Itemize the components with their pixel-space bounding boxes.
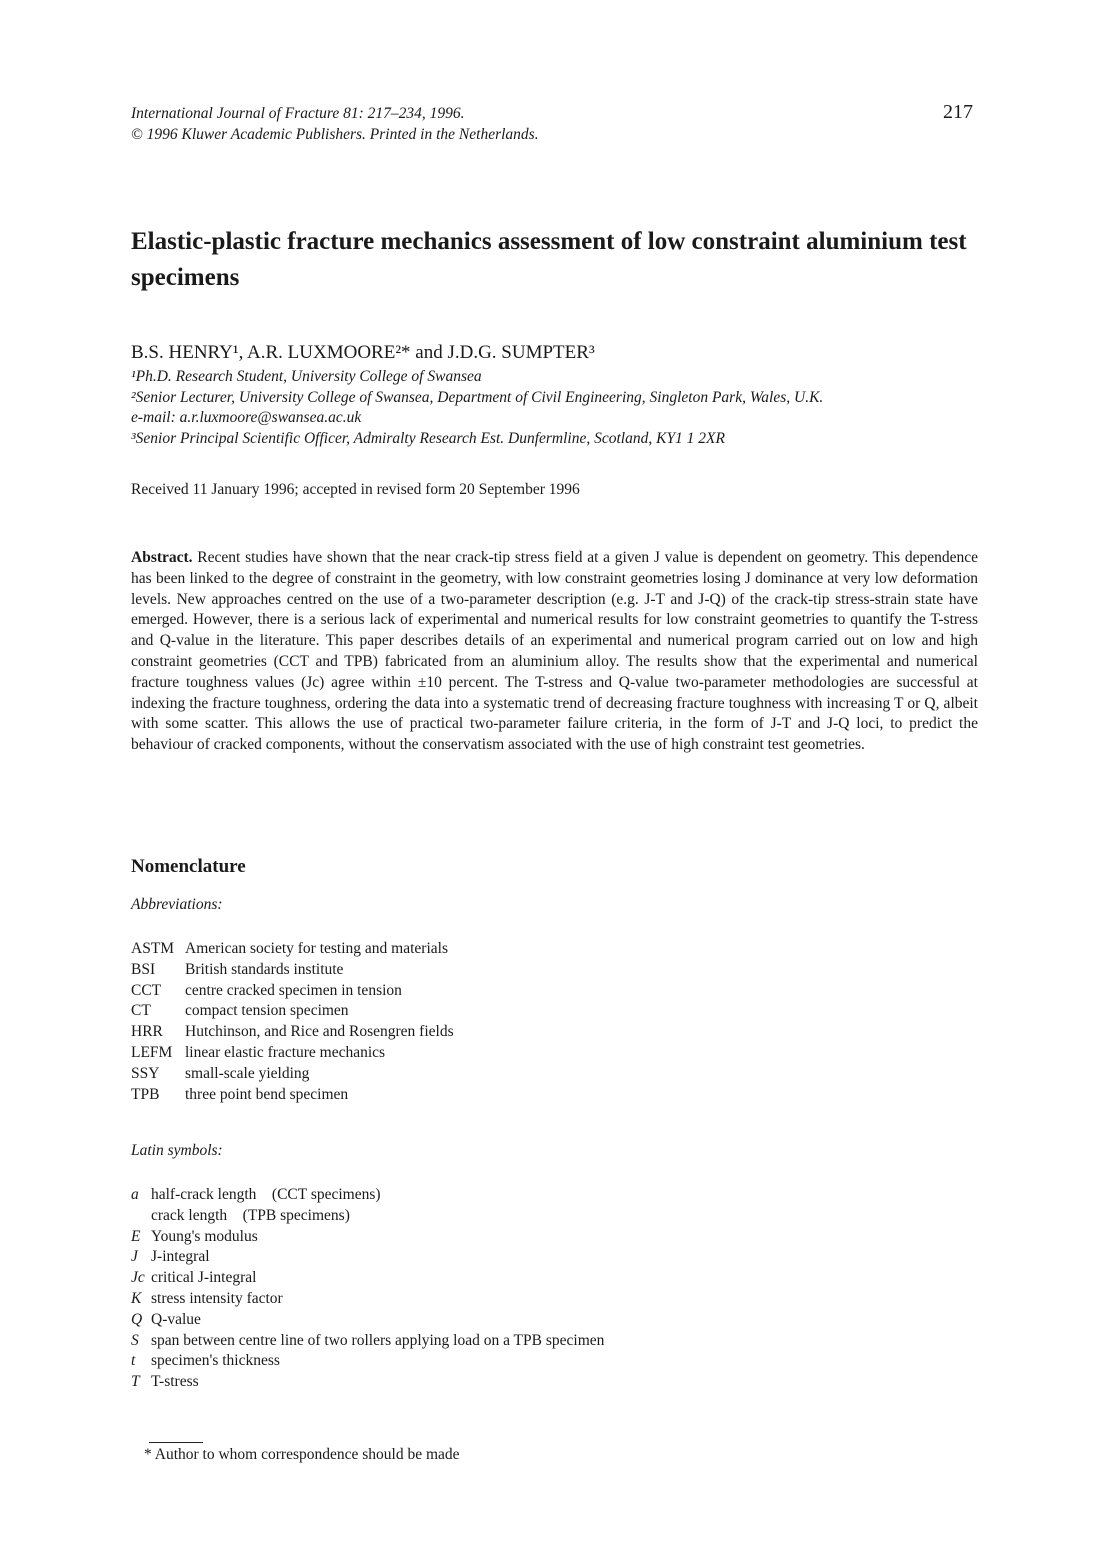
list-item	[131, 1043, 454, 1064]
list-item	[131, 1001, 454, 1022]
symbol-key: J	[131, 1248, 138, 1266]
abbr-desc: compact tension specimen	[185, 1002, 349, 1020]
symbol-key: Jc	[131, 1269, 145, 1287]
journal-header	[131, 103, 539, 145]
list-item	[131, 939, 454, 960]
list-item	[131, 1372, 604, 1393]
list-item	[131, 1227, 604, 1248]
abbreviations-list	[131, 939, 454, 1105]
latin-symbols-heading: Latin symbols:	[131, 1142, 223, 1159]
abbr-key: CCT	[131, 981, 162, 999]
journal-copyright: © 1996 Kluwer Academic Publishers. Printed in the Netherlands.	[131, 126, 539, 143]
list-item	[131, 1022, 454, 1043]
nomenclature-heading: Nomenclature	[131, 856, 246, 877]
abstract-label: Abstract.	[131, 549, 193, 566]
footnote: * Author to whom correspondence should be made	[144, 1446, 460, 1463]
list-item	[131, 1064, 454, 1085]
latin-symbols-list	[131, 1185, 604, 1393]
abbr-desc: British standards institute	[185, 960, 344, 978]
abstract-text: Recent studies have shown that the near crack-tip stress field at a given J value is dependent on geometry. This dependence has been linked to the degree of constraint in the geometry, with low constraint geometries losing J dominance at very low deformation levels. New approaches centred on the use of a two-parameter description (e.g. J-T and J-Q) of the crack-tip stress-strain state have emerged. However, there is a serious lack of experimental and numerical results for low constraint geometries to quantify the T-stress and Q-value in the literature. This paper describes details of an experimental and numerical program carried out on low and high constraint geometries (CCT and TPB) fabricated from an aluminium alloy. The results show that the experimental and numerical fracture toughness values (Jc) agree within ±10 percent. The T-stress and Q-value two-parameter methodologies are successful at indexing the fracture toughness, ordering the data into a systematic trend of decreasing fracture toughness with increasing T or Q, albeit with some scatter. This allows the use of practical two-parameter failure criteria, in the form of J-T and J-Q loci, to predict the behaviour of cracked components, without the conservatism associated with the use of high constraint test geometries.	[131, 549, 978, 754]
received-dates: Received 11 January 1996; accepted in revised form 20 September 1996	[131, 481, 580, 498]
list-item	[131, 1289, 604, 1310]
affiliations	[131, 367, 823, 450]
symbol-key: t	[131, 1352, 136, 1370]
affiliation-3: ³Senior Principal Scientific Officer, Admiralty Research Est. Dunfermline, Scotland, KY1 1 2XR	[131, 430, 725, 448]
list-item	[131, 1085, 454, 1106]
abbr-desc: small-scale yielding	[185, 1064, 310, 1082]
abbr-desc: American society for testing and materials	[185, 940, 448, 957]
affiliation-1: ¹Ph.D. Research Student, University College of Swansea	[131, 368, 482, 385]
abbr-desc: Hutchinson, and Rice and Rosengren fields	[185, 1023, 454, 1041]
list-item	[131, 960, 454, 981]
symbol-desc: Young's modulus	[151, 1227, 258, 1245]
list-item	[131, 1268, 604, 1289]
affiliation-email: e-mail: a.r.luxmoore@swansea.ac.uk	[131, 409, 362, 427]
symbol-desc: Q-value	[151, 1310, 201, 1328]
symbol-desc: crack length (TPB specimens)	[151, 1206, 350, 1224]
symbol-key: a	[131, 1186, 139, 1203]
symbol-desc: half-crack length (CCT specimens)	[151, 1186, 381, 1203]
symbol-key: S	[131, 1331, 139, 1349]
symbol-desc: span between centre line of two rollers applying load on a TPB specimen	[151, 1331, 605, 1349]
abbr-key: CT	[131, 1002, 151, 1020]
symbol-desc: J-integral	[151, 1248, 210, 1266]
list-item	[131, 981, 454, 1002]
abbreviations-heading: Abbreviations:	[131, 896, 223, 913]
list-item	[131, 1206, 604, 1227]
symbol-desc: critical J-integral	[151, 1269, 257, 1287]
symbol-desc: specimen's thickness	[151, 1352, 280, 1370]
journal-citation: International Journal of Fracture 81: 217–234, 1996.	[131, 105, 465, 122]
list-item	[131, 1185, 604, 1206]
list-item	[131, 1310, 604, 1331]
symbol-key: K	[131, 1289, 142, 1307]
symbol-desc: stress intensity factor	[151, 1289, 283, 1307]
symbol-key: Q	[131, 1310, 143, 1328]
abbr-key: SSY	[131, 1064, 160, 1082]
page-number: 217	[943, 101, 973, 123]
symbol-key	[131, 1206, 151, 1227]
symbol-desc: T-stress	[151, 1373, 199, 1391]
footnote-divider	[149, 1442, 203, 1443]
abbr-key: ASTM	[131, 940, 175, 957]
list-item	[131, 1351, 604, 1372]
abbr-key: HRR	[131, 1023, 163, 1041]
list-item	[131, 1247, 604, 1268]
abbr-desc: centre cracked specimen in tension	[185, 981, 402, 999]
abbr-desc: linear elastic fracture mechanics	[185, 1043, 386, 1061]
abstract	[131, 548, 978, 756]
abbr-desc: three point bend specimen	[185, 1085, 349, 1103]
abbr-key: TPB	[131, 1085, 160, 1103]
author-list: B.S. HENRY¹, A.R. LUXMOORE²* and J.D.G. SUMPTER³	[131, 342, 595, 363]
abbr-key: LEFM	[131, 1043, 173, 1061]
list-item	[131, 1331, 604, 1352]
affiliation-2: ²Senior Lecturer, University College of Swansea, Department of Civil Engineering, Singleton Park, Wales, U.K.	[131, 388, 824, 406]
paper-title: Elastic-plastic fracture mechanics assessment of low constraint aluminium test specimens	[131, 228, 967, 291]
symbol-key: E	[131, 1227, 141, 1245]
abbr-key: BSI	[131, 960, 156, 978]
symbol-key: T	[131, 1373, 140, 1391]
